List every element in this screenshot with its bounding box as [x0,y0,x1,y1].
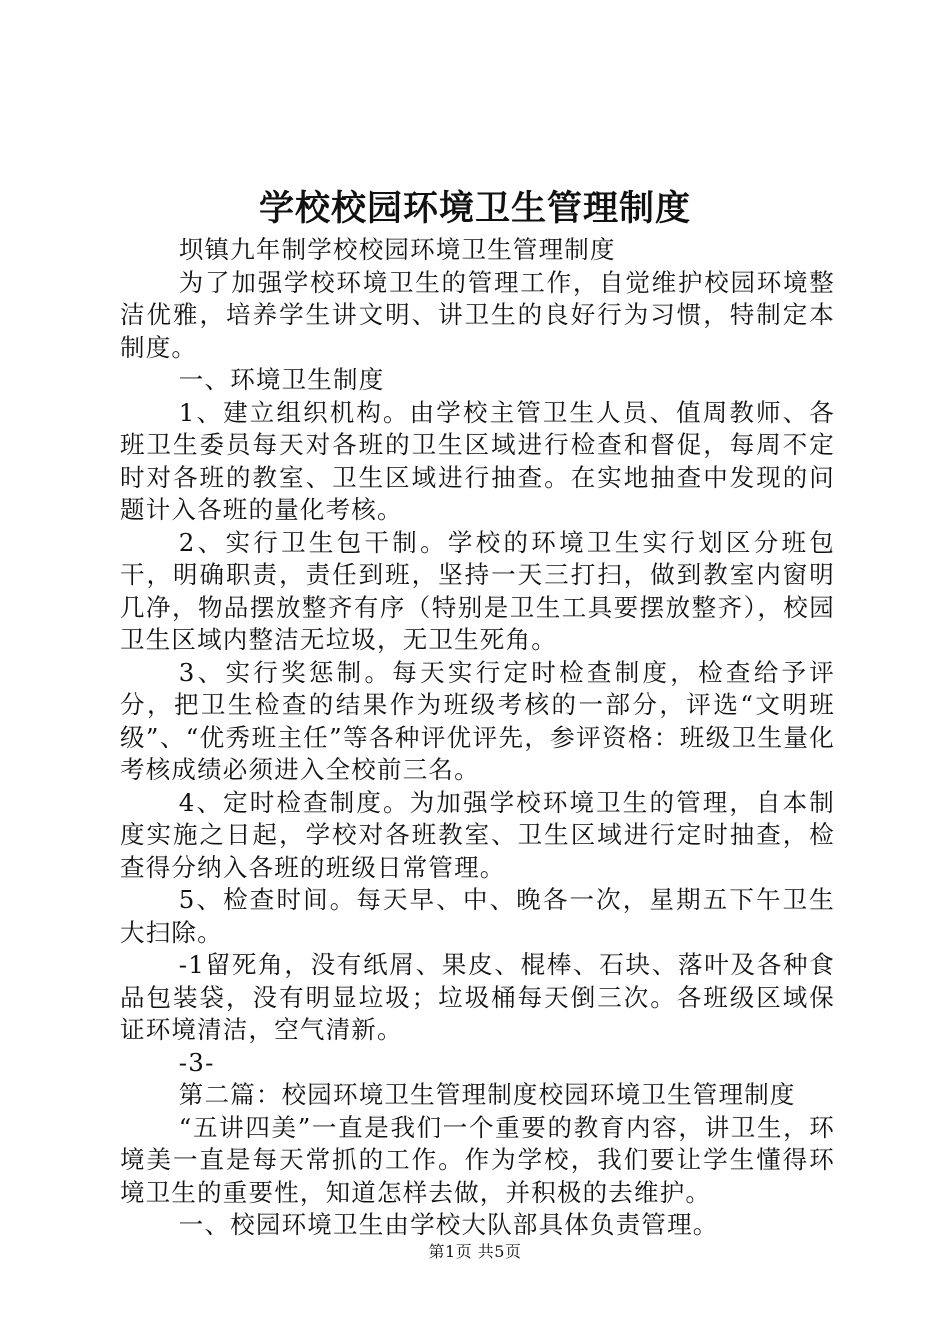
page-footer: 第1页 共5页 [428,1242,522,1261]
paragraph-item-2: 2、实行卫生包干制。学校的环境卫生实行划区分班包干，明确职责，责任到班，坚持一天三打扫，做到教室内窗明几净，物品摆放整齐有序（特别是卫生工具要摆放整齐），校园卫生区域内整洁无垃圾，无卫生死角。 [120,527,835,654]
paragraph-item-4: 4、定时检查制度。为加强学校环境卫生的管理，自本制度实施之日起，学校对各班教室、卫生区域进行定时抽查，检查得分纳入各班的班级日常管理。 [120,787,835,882]
paragraph-intro: 为了加强学校环境卫生的管理工作，自觉维护校园环境整洁优雅，培养学生讲文明、讲卫生的良好行为习惯，特制定本制度。 [120,267,835,362]
document-title: 学校校园环境卫生管理制度 [258,188,691,229]
paragraph-item-1: 1、建立组织机构。由学校主管卫生人员、值周教师、各班卫生委员每天对各班的卫生区域进行检查和督促，每周不定时对各班的教室、卫生区域进行抽查。在实地抽查中发现的问题计入各班的量化考核。 [120,397,835,524]
second-article-heading: 第二篇：校园环境卫生管理制度校园环境卫生管理制度 [178,1080,796,1109]
paragraph-fragment: -1留死角，没有纸屑、果皮、棍棒、石块、落叶及各种食品包装袋，没有明显垃圾；垃圾桶每天倒三次。各班级区域保证环境清洁，空气清新。 [120,950,835,1044]
paragraph-item-3: 3、实行奖惩制。每天实行定时检查制度，检查给予评分，把卫生检查的结果作为班级考核的一部分，评选“文明班级”、“优秀班主任”等各种评优评先，参评资格：班级卫生量化考核成绩必须进入全校前三名。 [120,657,835,784]
paragraph-second-intro: “五讲四美”一直是我们一个重要的教育内容，讲卫生，环境美一直是每天常抓的工作。作为学校，我们要让学生懂得环境卫生的重要性，知道怎样去做，并积极的去维护。 [120,1112,835,1207]
second-section-heading: 一、校园环境卫生由学校大队部具体负责管理。 [178,1210,719,1239]
section-heading: 一、环境卫生制度 [178,365,385,394]
paragraph-item-5: 5、检查时间。每天早、中、晚各一次，星期五下午卫生大扫除。 [120,885,835,947]
paragraph-subtitle: 坝镇九年制学校校园环境卫生管理制度 [178,235,616,264]
inline-page-marker: -3- [178,1047,215,1077]
document-body [120,234,835,1242]
